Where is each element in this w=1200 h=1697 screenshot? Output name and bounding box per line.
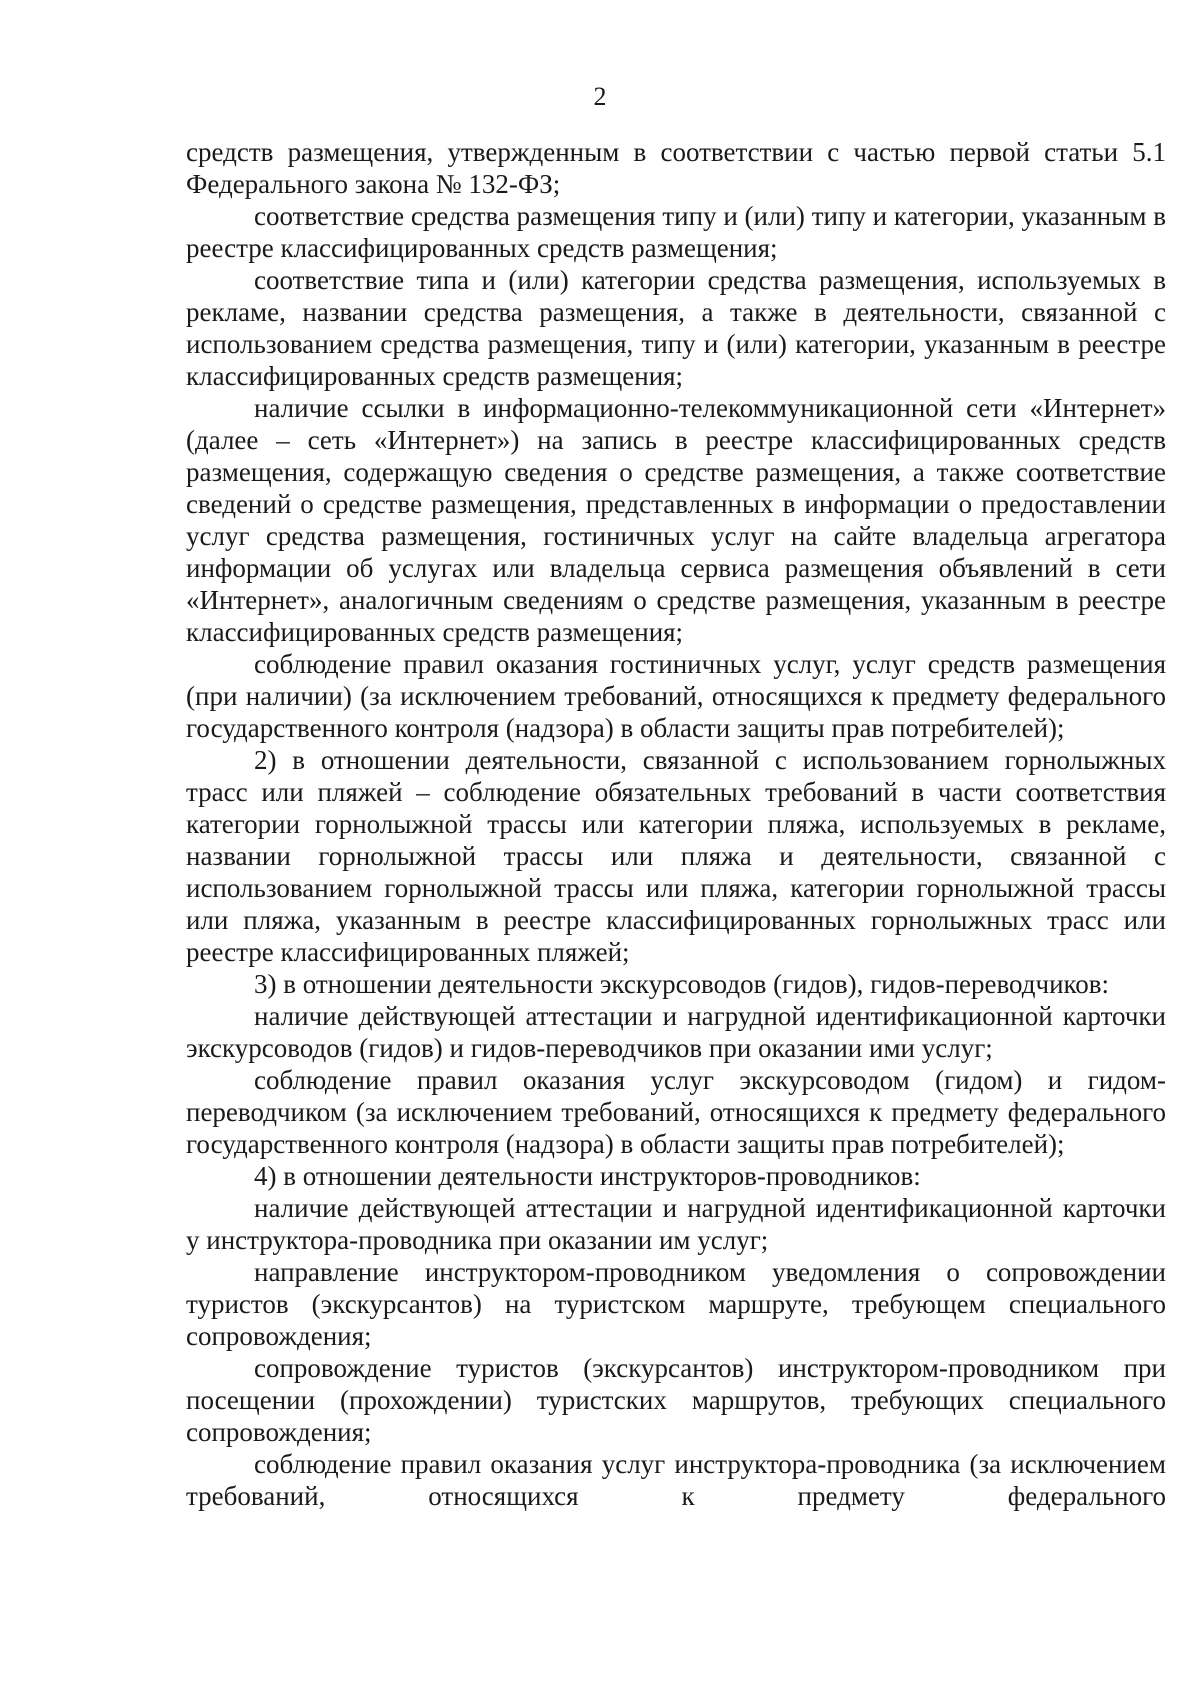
paragraph: направление инструктором-проводником уведомления о сопровождении туристов (экскурсантов) на туристском маршруте, требующем специального сопровождения;: [186, 1257, 1166, 1351]
paragraph: соблюдение правил оказания услуг инструктора-проводника (за исключением требований, относящихся к предмету федерального: [186, 1449, 1166, 1511]
page-number: 2: [593, 82, 607, 111]
paragraph: наличие действующей аттестации и нагрудной идентификационной карточки у инструктора-проводника при оказании им услуг;: [186, 1193, 1166, 1255]
paragraph: 3) в отношении деятельности экскурсоводов (гидов), гидов-переводчиков:: [254, 969, 1110, 999]
paragraph: 4) в отношении деятельности инструкторов-проводников:: [254, 1161, 921, 1191]
document-body: [186, 136, 1166, 1512]
paragraph: средств размещения, утвержденным в соответствии с частью первой статьи 5.1 Федерального закона № 132-ФЗ;: [186, 137, 1166, 199]
paragraph: наличие действующей аттестации и нагрудной идентификационной карточки экскурсоводов (гидов) и гидов-переводчиков при оказании ими услуг;: [186, 1001, 1166, 1063]
paragraph: соблюдение правил оказания услуг экскурсоводом (гидом) и гидом-переводчиком (за исключением требований, относящихся к предмету федерального государственного контроля (надзора) в области защиты прав потребителей);: [186, 1065, 1166, 1159]
paragraph: сопровождение туристов (экскурсантов) инструктором-проводником при посещении (прохождении) туристских маршрутов, требующих специального сопровождения;: [186, 1353, 1166, 1447]
paragraph: соблюдение правил оказания гостиничных услуг, услуг средств размещения (при наличии) (за исключением требований, относящихся к предмету федерального государственного контроля (надзора) в области защиты прав потребителей);: [186, 649, 1166, 743]
paragraph: соответствие средства размещения типу и (или) типу и категории, указанным в реестре классифицированных средств размещения;: [186, 201, 1166, 263]
paragraph: наличие ссылки в информационно-телекоммуникационной сети «Интернет» (далее – сеть «Интернет») на запись в реестре классифицированных средств размещения, содержащую сведения о средстве размещения, а также соответствие сведений о средстве размещения, представленных в информации о предоставлении услуг средства размещения, гостиничных услуг на сайте владельца агрегатора информации об услугах или владельца сервиса размещения объявлений в сети «Интернет», аналогичным сведениям о средстве размещения, указанным в реестре классифицированных средств размещения;: [186, 393, 1166, 647]
paragraph: 2) в отношении деятельности, связанной с использованием горнолыжных трасс или пляжей – соблюдение обязательных требований в части соответствия категории горнолыжной трассы или категории пляжа, используемых в рекламе, названии горнолыжной трассы или пляжа и деятельности, связанной с использованием горнолыжной трассы или пляжа, категории горнолыжной трассы или пляжа, указанным в реестре классифицированных горнолыжных трасс или реестре классифицированных пляжей;: [186, 745, 1166, 967]
paragraph: соответствие типа и (или) категории средства размещения, используемых в рекламе, названии средства размещения, а также в деятельности, связанной с использованием средства размещения, типу и (или) категории, указанным в реестре классифицированных средств размещения;: [186, 265, 1166, 391]
